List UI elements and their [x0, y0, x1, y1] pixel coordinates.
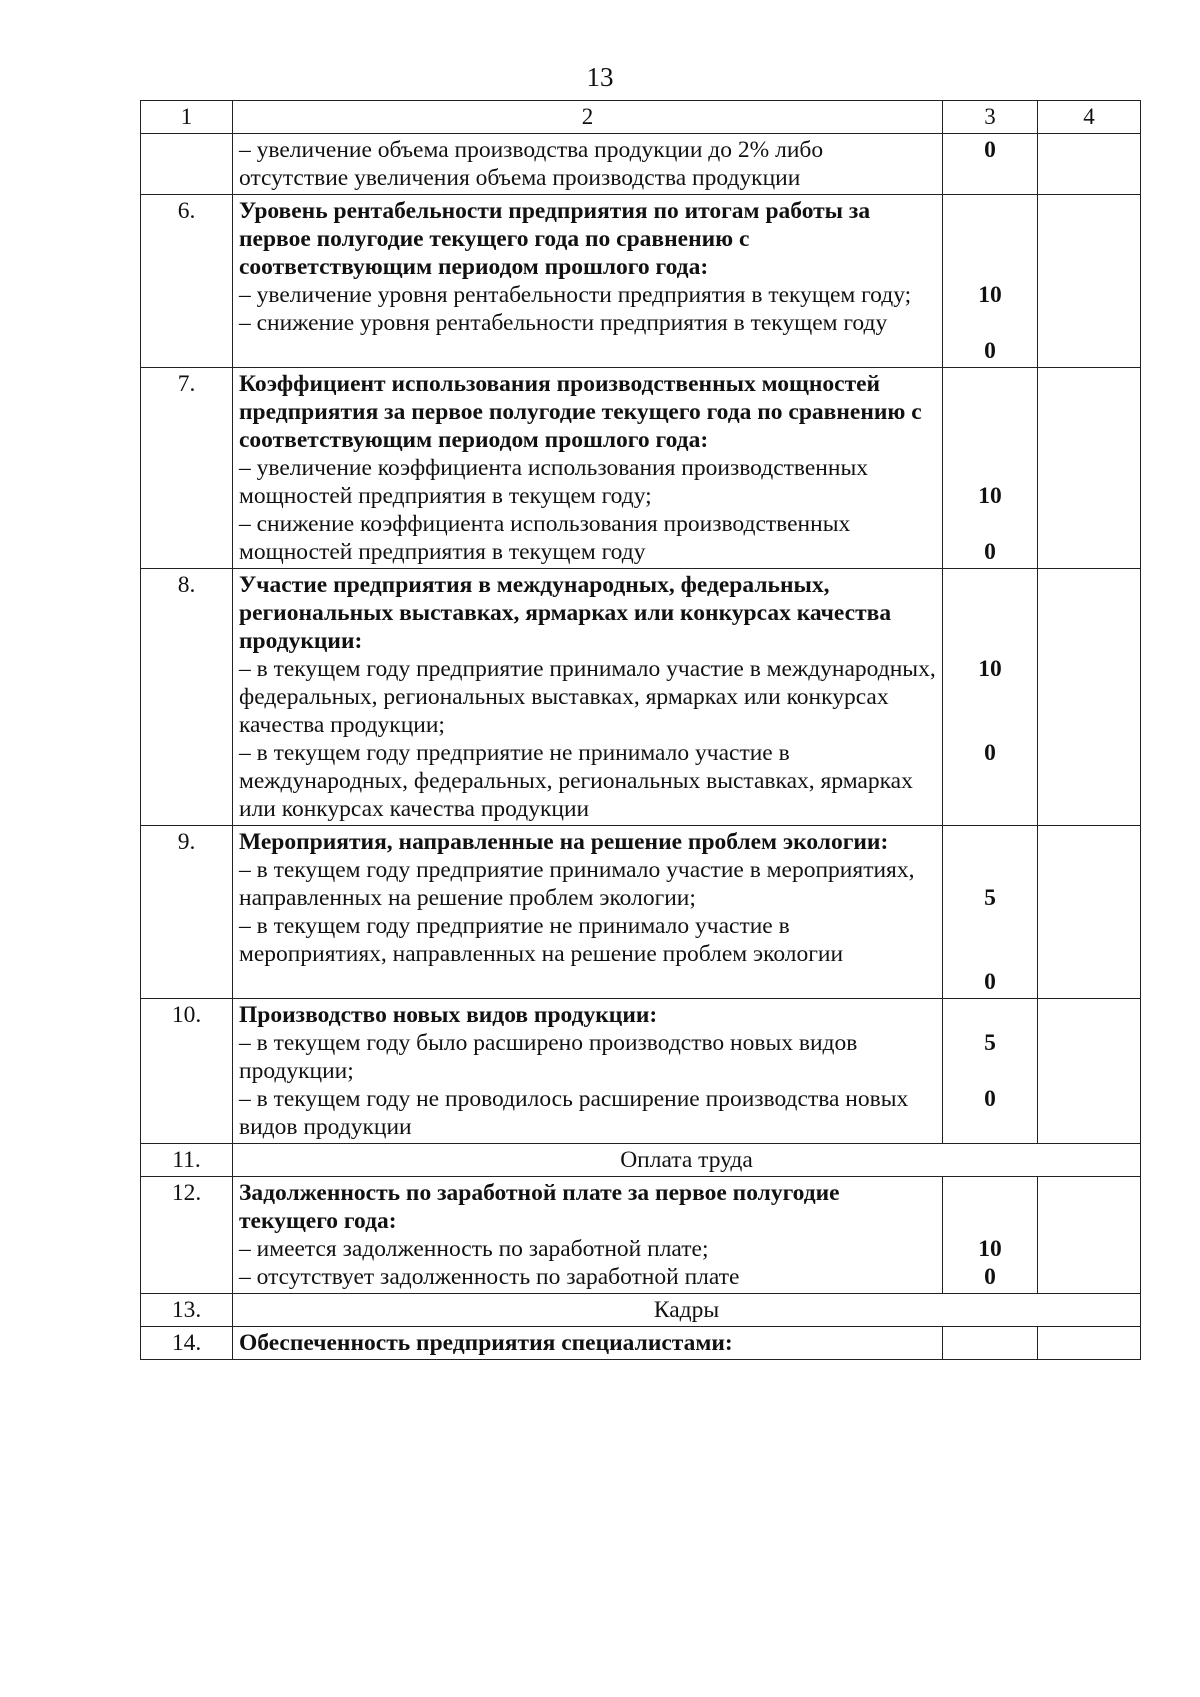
- row-col4: [1038, 1177, 1141, 1294]
- row-number: 9.: [141, 826, 233, 999]
- option-text: – в текущем году не проводилось расширение производства новых видов продукции: [239, 1086, 909, 1140]
- score-value: 0: [984, 1086, 996, 1112]
- row-description: [233, 368, 943, 569]
- score-value: 10: [978, 656, 1002, 682]
- page-number: 13: [586, 62, 614, 92]
- criteria-table: [140, 100, 1141, 1360]
- row-description: [233, 999, 943, 1144]
- score-value: 0: [984, 539, 996, 565]
- row-number: 11.: [141, 1144, 233, 1177]
- criterion-title: Мероприятия, направленные на решение проблем экологии:: [239, 829, 889, 855]
- row-score: [943, 1327, 1038, 1360]
- row-number: [141, 134, 233, 195]
- row-col4: [1038, 1327, 1141, 1360]
- table-row: [141, 195, 1141, 368]
- table-row: [141, 826, 1141, 999]
- row-score: [943, 1177, 1038, 1294]
- score-value: 10: [978, 282, 1002, 308]
- score-value: 5: [984, 1030, 996, 1056]
- header-col-2: 2: [233, 101, 943, 134]
- row-col4: [1038, 368, 1141, 569]
- header-col-1: 1: [141, 101, 233, 134]
- table-row: [141, 569, 1141, 826]
- row-col4: [1038, 826, 1141, 999]
- row-col4: [1038, 999, 1141, 1144]
- table-row: [141, 999, 1141, 1144]
- option-text: – снижение уровня рентабельности предприятия в текущем году: [239, 310, 888, 336]
- score-value: 10: [978, 483, 1002, 509]
- header-col-3: 3: [943, 101, 1038, 134]
- row-description: [233, 826, 943, 999]
- table-row: [141, 134, 1141, 195]
- option-text: – увеличение объема производства продукции до 2% либо отсутствие увеличения объема производства продукции: [239, 137, 824, 191]
- criterion-title: Коэффициент использования производственных мощностей предприятия за первое полугодие текущего года по сравнению с соответствующим периодом прошлого года:: [239, 371, 922, 453]
- option-text: – увеличение коэффициента использования производственных мощностей предприятия в текущем году;: [239, 455, 868, 509]
- row-number: 13.: [141, 1294, 233, 1327]
- row-description: [233, 1327, 943, 1360]
- row-score: [943, 826, 1038, 999]
- score-value: 10: [978, 1236, 1002, 1262]
- option-text: – в текущем году предприятие не принимало участие в мероприятиях, направленных на решение проблем экологии: [239, 913, 844, 967]
- score-value: 0: [984, 740, 996, 766]
- row-col4: [1038, 134, 1141, 195]
- row-number: 10.: [141, 999, 233, 1144]
- row-score: [943, 134, 1038, 195]
- row-description: [233, 195, 943, 368]
- option-text: – имеется задолженность по заработной плате;: [239, 1236, 709, 1262]
- row-number: 6.: [141, 195, 233, 368]
- score-value: 5: [984, 885, 996, 911]
- criterion-title: Задолженность по заработной плате за первое полугодие текущего года:: [239, 1180, 840, 1234]
- table-row: [141, 1177, 1141, 1294]
- criterion-title: Обеспеченность предприятия специалистами:: [239, 1330, 733, 1356]
- row-number: 12.: [141, 1177, 233, 1294]
- option-text: – увеличение уровня рентабельности предприятия в текущем году;: [239, 282, 912, 308]
- score-value: 0: [984, 137, 996, 163]
- option-text: – снижение коэффициента использования производственных мощностей предприятия в текущем году: [239, 511, 851, 565]
- table-section-row: [141, 1294, 1141, 1327]
- table-section-row: [141, 1144, 1141, 1177]
- row-col4: [1038, 569, 1141, 826]
- row-score: [943, 368, 1038, 569]
- row-number: 14.: [141, 1327, 233, 1360]
- criterion-title: Уровень рентабельности предприятия по итогам работы за первое полугодие текущего года по сравнению с соответствующим периодом прошлого года:: [239, 198, 871, 280]
- option-text: – отсутствует задолженность по заработной плате: [239, 1264, 740, 1290]
- score-value: 0: [984, 338, 996, 364]
- table-header-row: [141, 101, 1141, 134]
- row-description: [233, 569, 943, 826]
- table-row: [141, 368, 1141, 569]
- row-col4: [1038, 195, 1141, 368]
- row-score: [943, 999, 1038, 1144]
- row-number: 8.: [141, 569, 233, 826]
- criterion-title: Участие предприятия в международных, федеральных, региональных выставках, ярмарках или конкурсах качества продукции:: [239, 572, 892, 654]
- section-title: Кадры: [233, 1294, 1141, 1327]
- row-number: 7.: [141, 368, 233, 569]
- row-score: [943, 569, 1038, 826]
- score-value: 0: [984, 1264, 996, 1290]
- table-row: [141, 1327, 1141, 1360]
- header-col-4: 4: [1038, 101, 1141, 134]
- row-description: [233, 1177, 943, 1294]
- row-description: [233, 134, 943, 195]
- criterion-title: Производство новых видов продукции:: [239, 1002, 658, 1028]
- option-text: – в текущем году было расширено производство новых видов продукции;: [239, 1030, 858, 1084]
- row-score: [943, 195, 1038, 368]
- option-text: – в текущем году предприятие принимало участие в международных, федеральных, региональных выставках, ярмарках или конкурсах качества продукции;: [239, 656, 936, 738]
- option-text: – в текущем году предприятие не принимало участие в международных, федеральных, региональных выставках, ярмарках или конкурсах качества продукции: [239, 740, 913, 822]
- option-text: – в текущем году предприятие принимало участие в мероприятиях, направленных на решение проблем экологии;: [239, 857, 915, 911]
- section-title: Оплата труда: [233, 1144, 1141, 1177]
- score-value: 0: [984, 969, 996, 995]
